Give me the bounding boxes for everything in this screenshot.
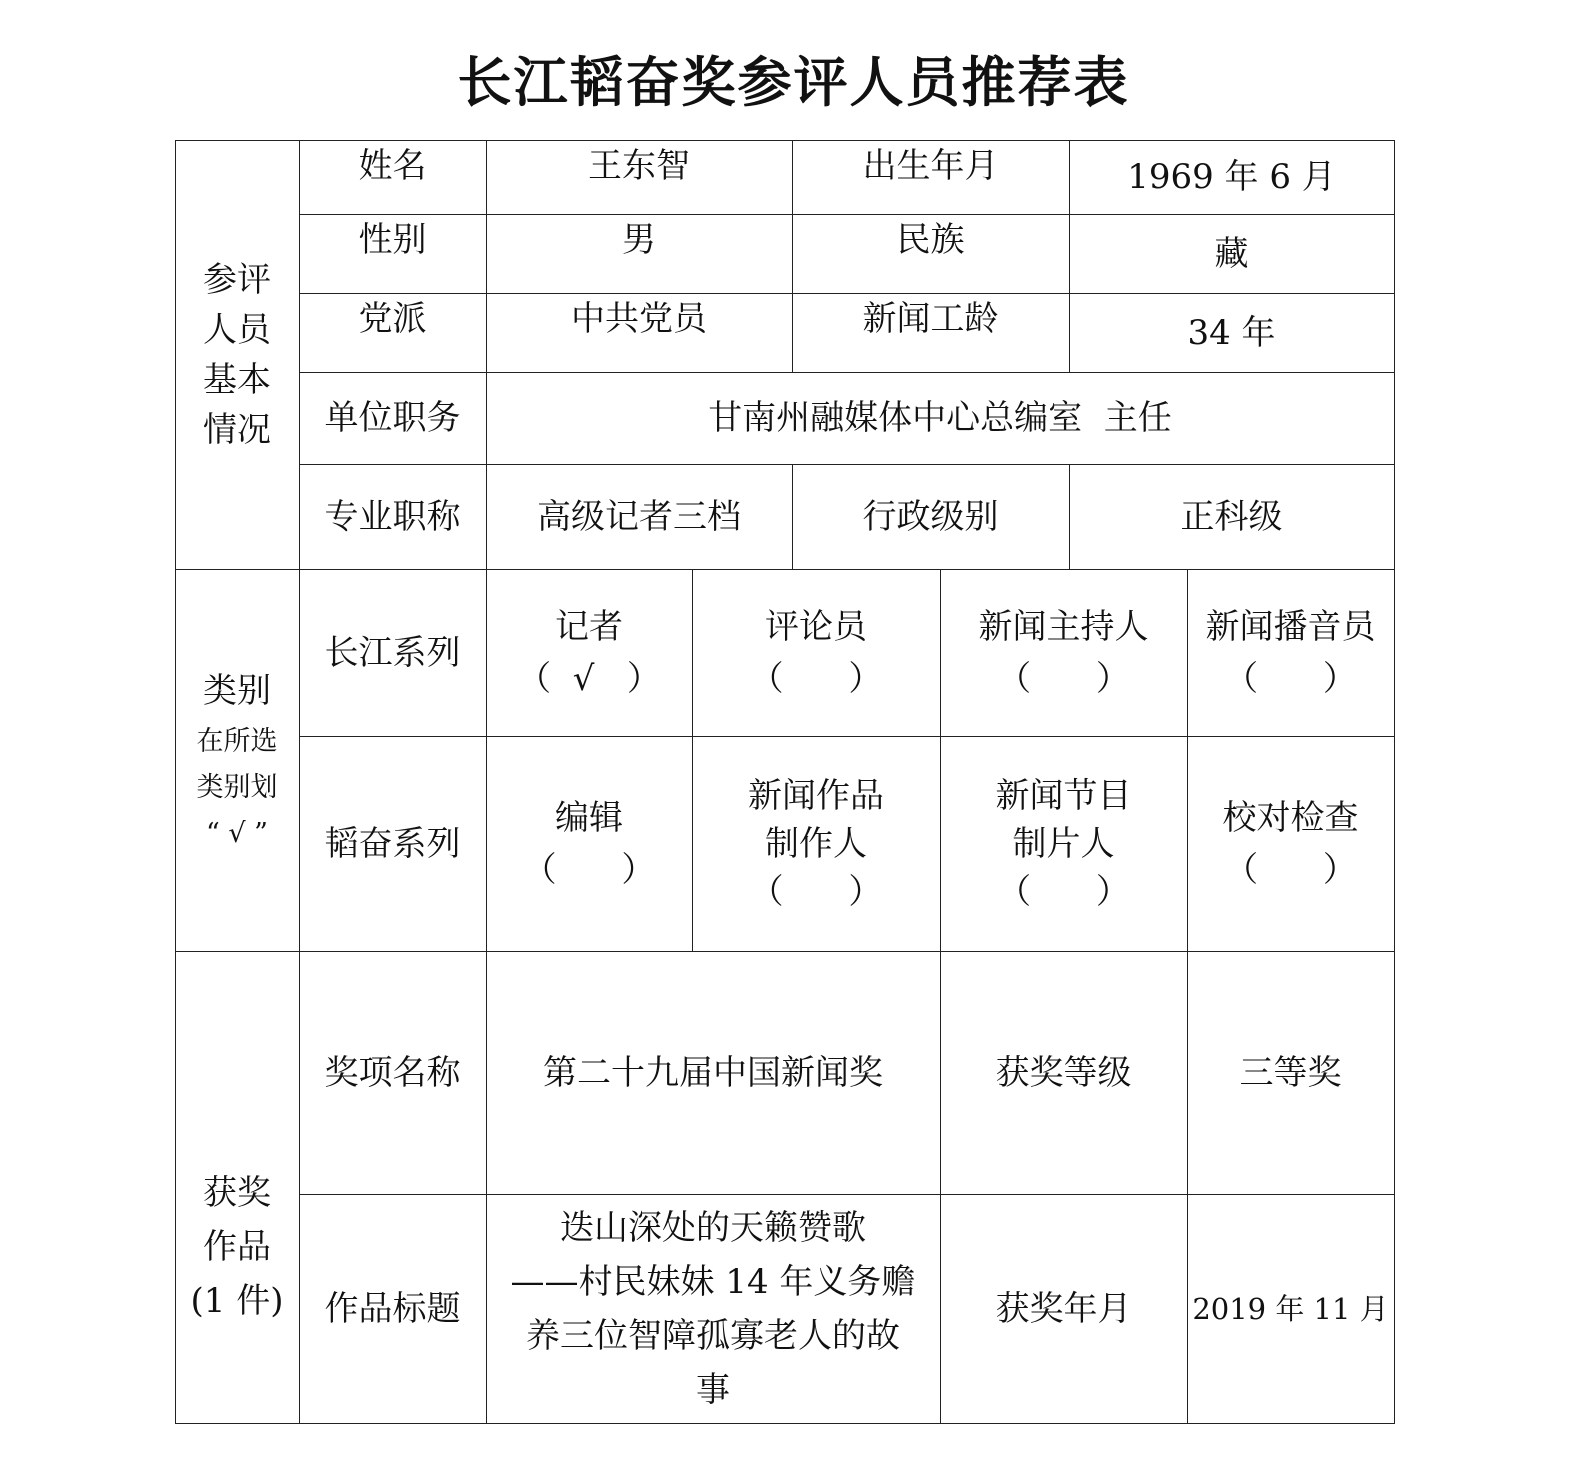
option-news-announcer: 新闻播音员 （ ） [1187,569,1394,736]
birth-label: 出生年月 [862,146,999,186]
checkbox-news-announcer: （ ） [1224,658,1357,699]
changjiang-series-label: 长江系列 [324,632,461,673]
work-title-value: 迭山深处的天籁赞歌 ——村民妹妹 14 年义务赡 养三位智障孤寡老人的故 事 [510,1207,916,1410]
gender-value: 男 [622,220,656,260]
birth-value: 1969 年 6 月 [1127,157,1336,197]
years-value: 34 年 [1187,312,1276,353]
taofen-series-label: 韬奋系列 [324,823,461,864]
option-editor: 编辑 （ ） [486,736,692,951]
checkbox-news-program-producer: （ ） [997,871,1130,912]
professional-title-label: 专业职称 [324,496,461,537]
name-value: 王东智 [588,146,690,186]
option-proofreader: 校对检查 （ ） [1187,736,1394,951]
professional-title-value: 高级记者三档 [537,496,741,537]
ethnicity-value: 藏 [1214,233,1249,274]
award-name-label: 奖项名称 [324,1052,461,1093]
option-news-program-producer: 新闻节目 制片人 （ ） [940,736,1187,951]
section-category: 类别 在所选 类别划 “ √ ” [196,671,278,849]
party-value: 中共党员 [571,299,707,339]
admin-level-label: 行政级别 [862,496,999,537]
award-date-label: 获奖年月 [995,1288,1132,1329]
checkbox-editor: （ ） [522,849,656,890]
page-title: 长江韬奋奖参评人员推荐表 [457,51,1130,114]
party-label: 党派 [358,299,427,339]
admin-level-value: 正科级 [1180,496,1283,537]
option-commentator: 评论员 （ ） [692,569,940,736]
name-label: 姓名 [358,146,427,186]
position-value: 甘南州融媒体中心总编室 主任 [708,398,1172,438]
position-label: 单位职务 [324,398,461,438]
work-title-label: 作品标题 [324,1288,461,1329]
award-name-value: 第二十九届中国新闻奖 [543,1052,883,1093]
section-award-work: 获奖 作品 (1 件) [190,1173,284,1321]
checkbox-commentator: （ ） [749,658,883,699]
checkbox-proofreader: （ ） [1224,849,1357,890]
years-label: 新闻工龄 [862,299,999,339]
award-date-value: 2019 年 11 月 [1192,1291,1389,1326]
section-basic-info: 参评 人员 基本 情况 [203,260,271,450]
ethnicity-label: 民族 [896,220,965,260]
award-level-label: 获奖等级 [995,1052,1132,1093]
option-news-work-producer: 新闻作品 制作人 （ ） [692,736,940,951]
option-news-host: 新闻主持人 （ ） [940,569,1187,736]
gender-label: 性别 [358,220,427,260]
checkbox-news-work-producer: （ ） [749,871,883,912]
option-reporter: 记者 （ √ ） [486,569,692,736]
checkbox-reporter-checked: （ √ ） [517,658,661,699]
award-level-value: 三等奖 [1239,1052,1342,1093]
checkbox-news-host: （ ） [997,658,1130,699]
